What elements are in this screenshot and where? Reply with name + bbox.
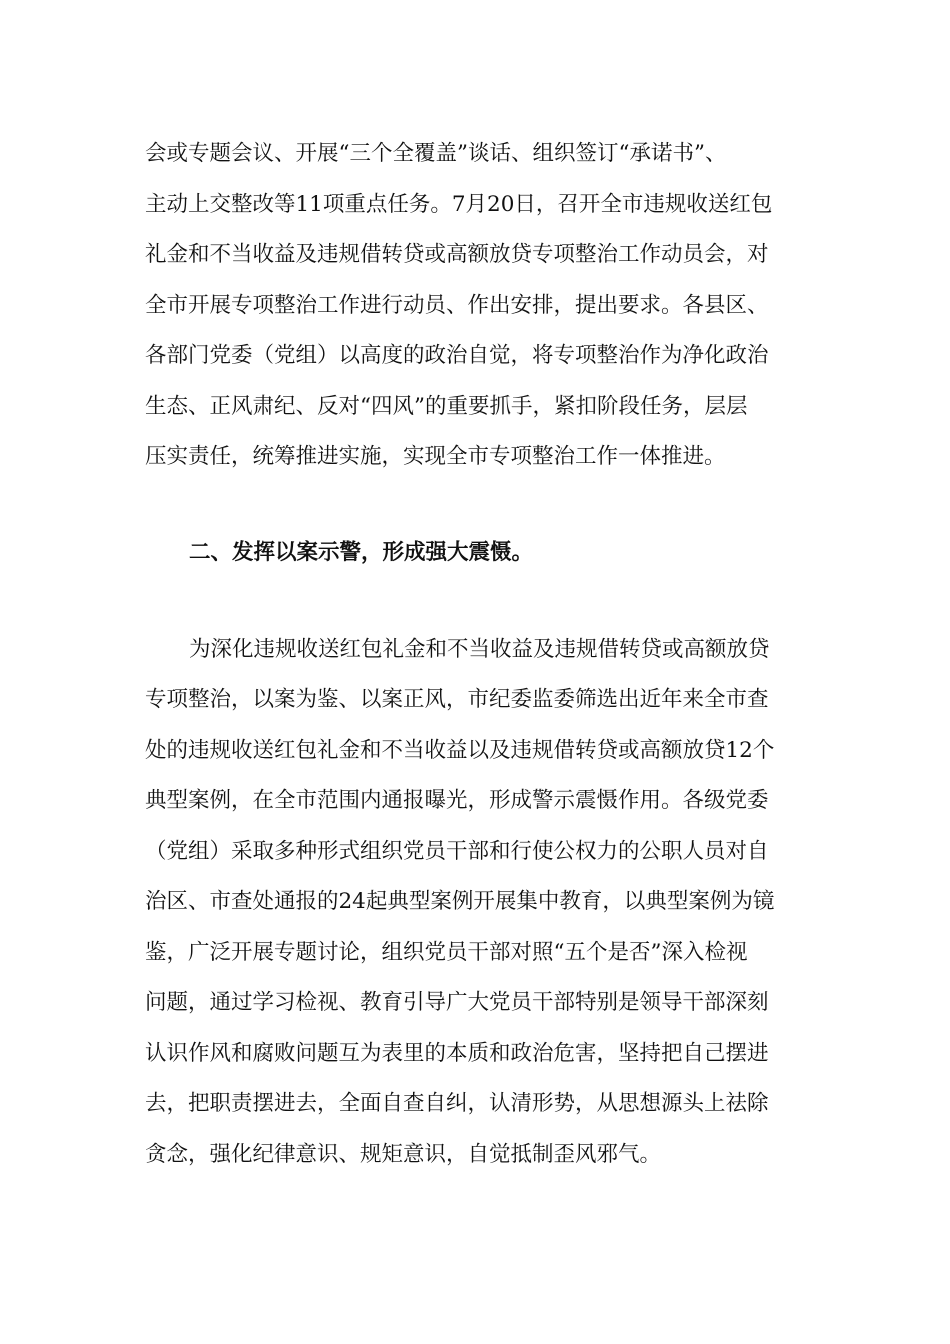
paragraph-line: 处的违规收送红包礼金和不当收益以及违规借转贷或高额放贷12个 (145, 738, 775, 763)
paragraph-line: 压实责任，统筹推进实施，实现全市专项整治工作一体推进。 (145, 444, 726, 469)
paragraph-line: 典型案例，在全市范围内通报曝光，形成警示震慑作用。各级党委 (145, 788, 769, 813)
paragraph-line: 治区、市查处通报的24起典型案例开展集中教育，以典型案例为镜 (145, 889, 775, 914)
paragraph-line: 生态、正风肃纪、反对“四风”的重要抓手，紧扣阶段任务，层层 (145, 394, 748, 419)
paragraph-line: 主动上交整改等11项重点任务。7月20日，召开全市违规收送红包 (145, 192, 773, 217)
paragraph-line: 鉴，广泛开展专题讨论，组织党员干部对照“五个是否”深入检视 (145, 940, 748, 965)
paragraph-line: （党组）采取多种形式组织党员干部和行使公权力的公职人员对自 (145, 839, 769, 864)
paragraph-line: 会或专题会议、开展“三个全覆盖”谈话、组织签订“承诺书”、 (145, 141, 727, 166)
paragraph-line: 为深化违规收送红包礼金和不当收益及违规借转贷或高额放贷 (189, 637, 770, 662)
paragraph-line: 认识作风和腐败问题互为表里的本质和政治危害，坚持把自己摆进 (145, 1041, 769, 1066)
paragraph-line: 去，把职责摆进去，全面自查自纠，认清形势，从思想源头上祛除 (145, 1091, 769, 1116)
section-heading: 二、发挥以案示警，形成强大震慑。 (189, 540, 534, 565)
paragraph-line: 专项整治，以案为鉴、以案正风，市纪委监委筛选出近年来全市查 (145, 687, 769, 712)
paragraph-line: 各部门党委（党组）以高度的政治自觉，将专项整治作为净化政治 (145, 343, 769, 368)
paragraph-line: 全市开展专项整治工作进行动员、作出安排，提出要求。各县区、 (145, 293, 769, 318)
paragraph-line: 贪念，强化纪律意识、规矩意识，自觉抵制歪风邪气。 (145, 1142, 662, 1167)
paragraph-line: 礼金和不当收益及违规借转贷或高额放贷专项整治工作动员会，对 (145, 242, 769, 267)
paragraph-line: 问题，通过学习检视、教育引导广大党员干部特别是领导干部深刻 (145, 990, 769, 1015)
